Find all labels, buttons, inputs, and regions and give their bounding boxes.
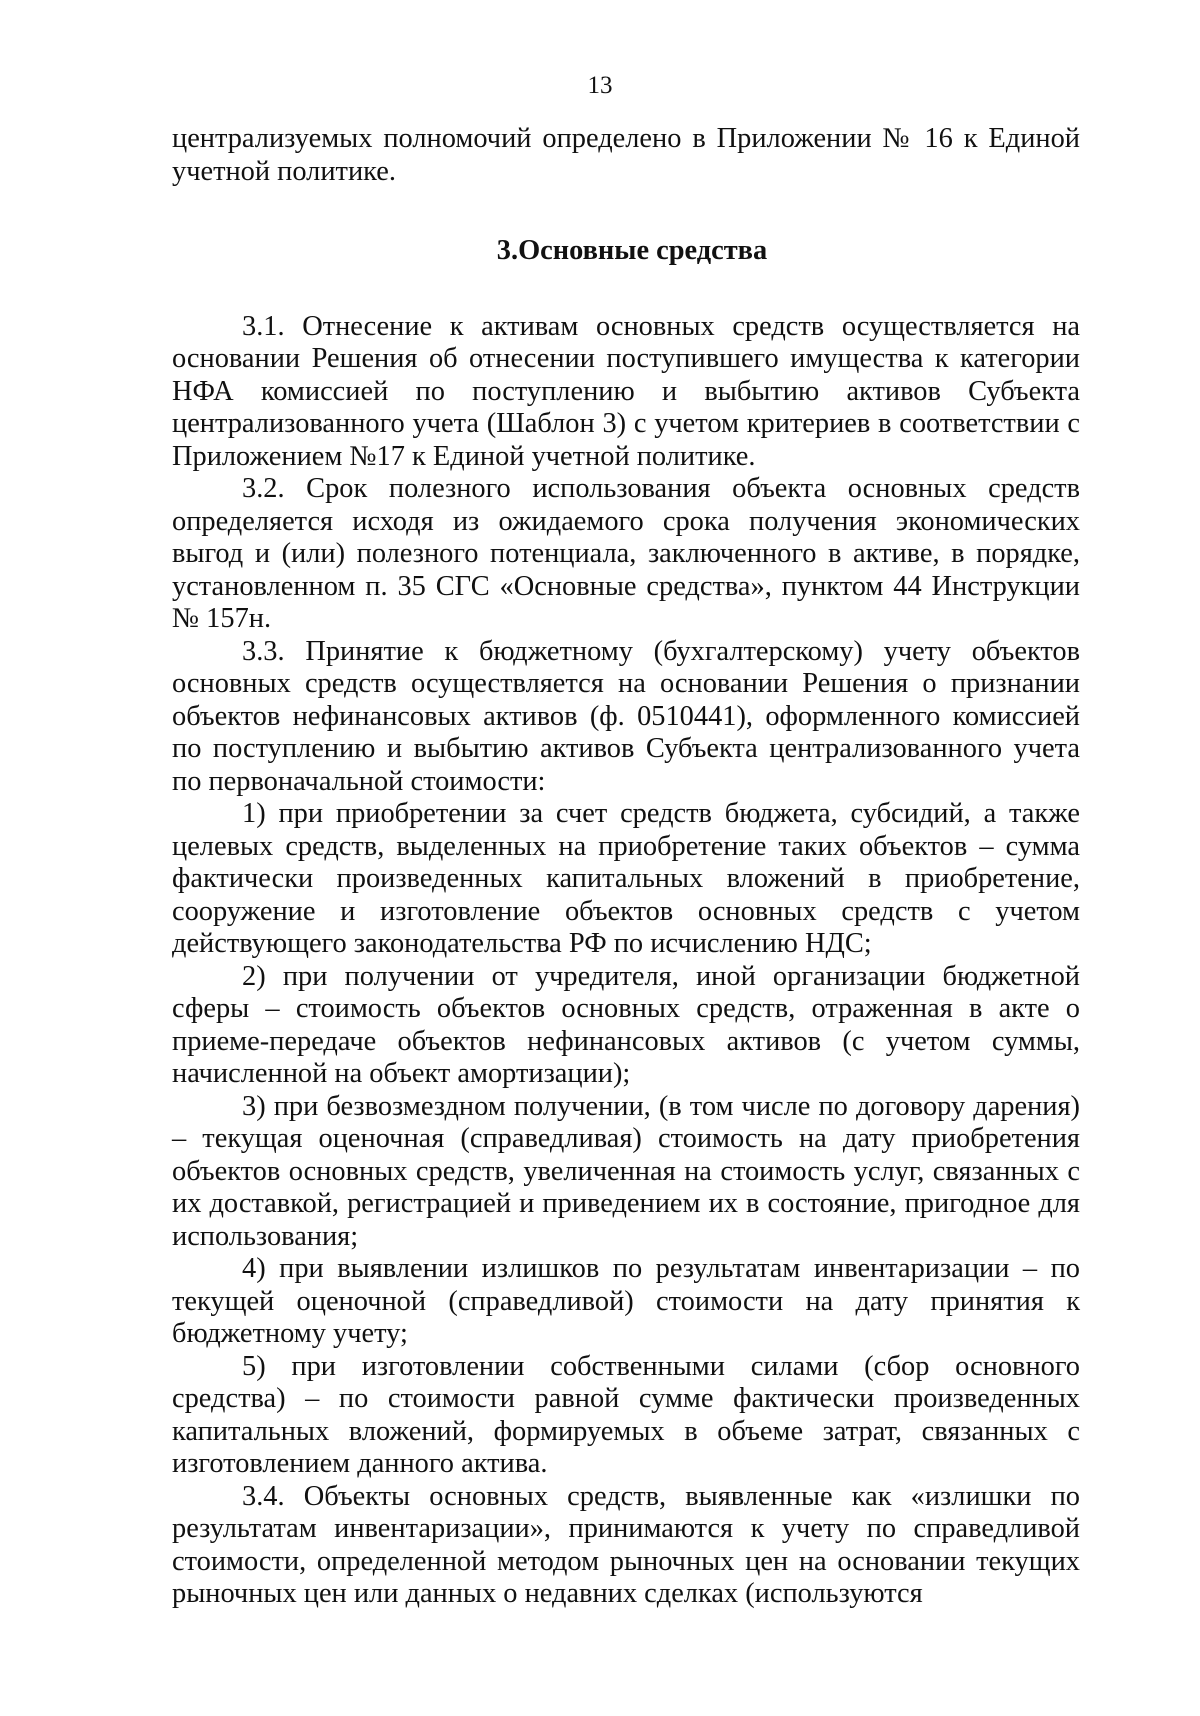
list-item-4: 4) при выявлении излишков по результатам инвентаризации – по текущей оценочной (справедливой) стоимости на дату принятия к бюджетному учету; [172,1253,1080,1349]
list-item-3: 3) при безвозмездном получении, (в том числе по договору дарения) – текущая оценочная (справедливая) стоимость на дату приобретения объектов основных средств, увеличенная на стоимость услуг, связанных с их доставкой, регистрацией и приведением их в состояние, пригодное для использования; [172,1090,1080,1252]
page-number: 13 [587,72,613,99]
paragraph-3-3: 3.3. Принятие к бюджетному (бухгалтерскому) учету объектов основных средств осуществляется на основании Решения о признании объектов нефинансовых активов (ф. 0510441), оформленного комиссией по поступлению и выбытию активов Субъекта централизованного учета по первоначальной стоимости: [172,635,1080,797]
section-heading: 3.Основные средства [496,235,768,266]
list-item-1: 1) при приобретении за счет средств бюджета, субсидий, а также целевых средств, выделенных на приобретение таких объектов – сумма фактически произведенных капитальных вложений в приобретение, сооружение и изготовление объектов основных средств с учетом действующего законодательства РФ по исчислению НДС; [172,798,1080,959]
list-item-5: 5) при изготовлении собственными силами (сбор основного средства) – по стоимости равной сумме фактически произведенных капитальных вложений, формируемых в объеме затрат, связанных с изготовлением данного актива. [172,1350,1080,1479]
paragraph-3-4: 3.4. Объекты основных средств, выявленные как «излишки по результатам инвентаризации», принимаются к учету по справедливой стоимости, определенной методом рыночных цен на основании текущих рыночных цен или данных о недавних сделках (используются [172,1480,1080,1609]
intro-paragraph: централизуемых полномочий определено в Приложении № 16 к Единой учетной политике. [172,123,1080,187]
paragraph-3-2: 3.2. Срок полезного использования объекта основных средств определяется исходя из ожидаемого срока получения экономических выгод и (или) полезного потенциала, заключенного в активе, в порядке, установленном п. 35 СГС «Основные средства», пунктом 44 Инструкции № 157н. [172,473,1080,634]
paragraph-3-1: 3.1. Отнесение к активам основных средств осуществляется на основании Решения об отнесении поступившего имущества к категории НФА комиссией по поступлению и выбытию активов Субъекта централизованного учета (Шаблон 3) с учетом критериев в соответствии с Приложением №17 к Единой учетной политике. [172,310,1080,472]
list-item-2: 2) при получении от учредителя, иной организации бюджетной сферы – стоимость объектов основных средств, отраженная в акте о приеме-передаче объектов нефинансовых активов (с учетом суммы, начисленной на объект амортизации); [172,960,1080,1089]
document-body [172,123,1080,1611]
